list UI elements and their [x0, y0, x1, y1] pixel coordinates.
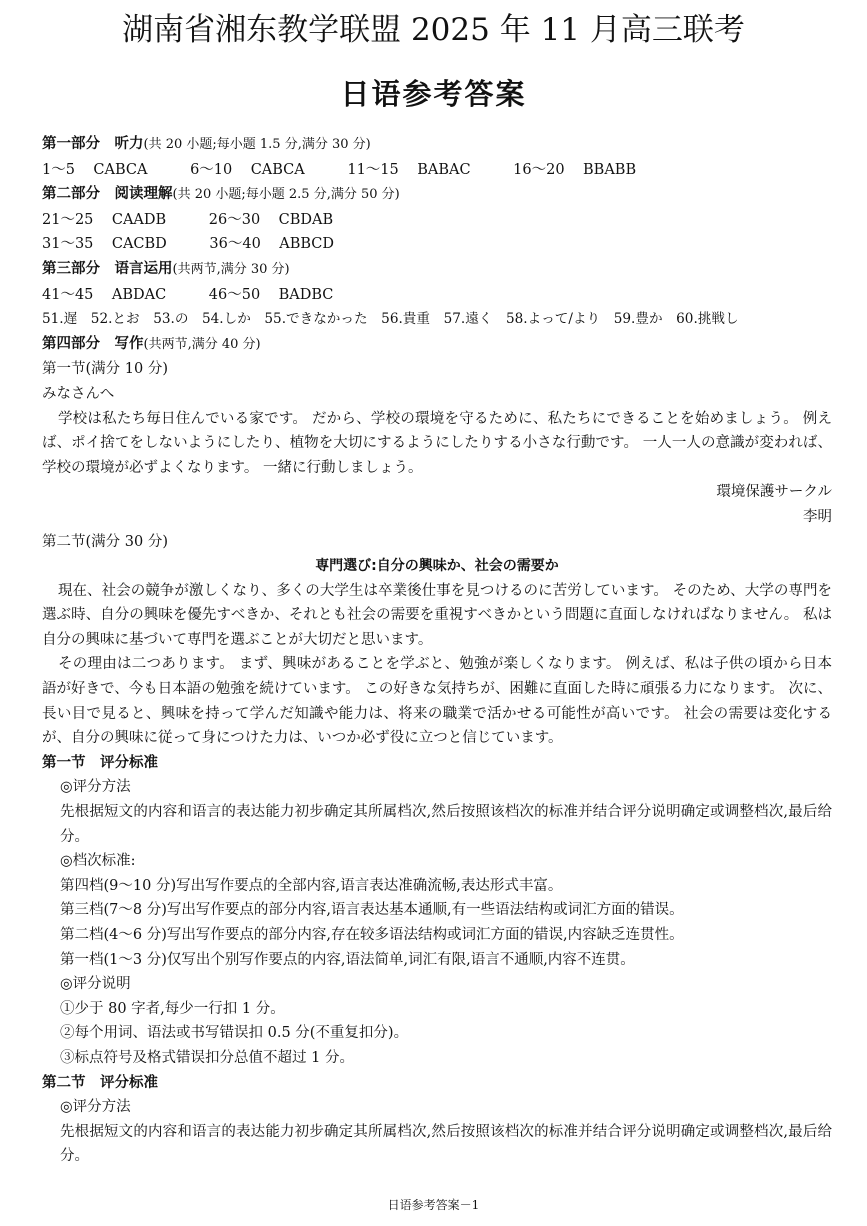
criteria1-level-2: 第二档(4～6 分)写出写作要点的部分内容,存在较多语法结构或词汇方面的错误,内容缺乏连贯性。 [60, 927, 684, 943]
answer-key: CABCA [250, 161, 305, 178]
letter-greeting: みなさんへ [42, 385, 115, 402]
answer-key: CAADB [111, 211, 167, 228]
essay-paragraph-2: その理由は二つあります。 まず、興味があることを学ぶと、勉強が楽しくなります。 例えば、私は子供の頃から日本語が好きで、今も日本語の勉強を続けています。 この好きな気持ちが、困難に直面した時に頑張る力になります。 次に、長い目で見ると、興味を持って学んだ知識や能力は、将来の職業で活かせる可能性が高いです。 社会の需要は変化するが、自分の興味に従って身につけた力は、いつか必ず役に立つと信じています。 [42, 656, 832, 747]
criteria1-method-text: 先根据短文的内容和语言的表达能力初步确定其所属档次,然后按照该档次的标准并结合评分说明确定或调整档次,最后给分。 [60, 804, 832, 845]
document-title: 日语参考答案 [340, 77, 527, 111]
answer-key: BABAC [417, 161, 471, 178]
part1-answers [42, 158, 832, 183]
answer-range: 41～45 [42, 286, 94, 303]
criteria1-level-4: 第四档(9～10 分)写出写作要点的全部内容,语言表达准确流畅,表达形式丰富。 [60, 877, 563, 894]
answer-range: 1～5 [42, 161, 75, 178]
essay-title: 専門選び:自分の興味か、社会の需要か [315, 558, 559, 575]
essay-paragraph-1: 現在、社会の競争が激しくなり、多くの大学生は卒業後仕事を見つけるのに苦労しています。 そのため、大学の専門を選ぶ時、自分の興味を優先すべきか、それとも社会の需要を重視すべきかという問題に直面しなければなりません。 私は自分の興味に基づいて専門を選ぶことが大切だと思います。 [42, 582, 832, 648]
exam-title: 湖南省湘东教学联盟 2025 年 11 月高三联考 [122, 12, 745, 48]
answer-content [42, 132, 832, 1169]
criteria1-note-1: ①少于 80 字者,每少一行扣 1 分。 [60, 1000, 285, 1017]
part2-answers-row1 [42, 208, 832, 233]
criteria2-method-text: 先根据短文的内容和语言的表达能力初步确定其所属档次,然后按照该档次的标准并结合评分说明确定或调整档次,最后给分。 [60, 1123, 832, 1165]
criteria1-method-label: ◎评分方法 [60, 779, 131, 796]
section1-title: 第一节(满分 10 分) [42, 361, 168, 378]
answer-range: 46～50 [208, 286, 261, 303]
letter-body: 学校は私たち毎日住んでいる家です。 だから、学校の環境を守るために、私たちにできることを始めましょう。 例えば、ポイ捨てをしないようにしたり、植物を大切にするようにしたりする小さな行動です。 一人一人の意識が変われば、学校の環境が必ずよくなります。 一緒に行動しましょう。 [42, 410, 832, 476]
criteria1-note-3: ③标点符号及格式错误扣分总值不超过 1 分。 [60, 1049, 354, 1066]
page-footer: 日语参考答案－1 [387, 1198, 480, 1212]
answer-key: BADBC [278, 286, 334, 303]
answer-range: 11～15 [347, 161, 399, 178]
answer-key: CBDAB [278, 211, 334, 228]
answer-range: 6～10 [190, 161, 233, 178]
answer-range: 31～35 [42, 236, 94, 253]
criteria1-level-3: 第三档(7～8 分)写出写作要点的部分内容,语言表达基本通顺,有一些语法结构或词汇方面的错误。 [60, 902, 684, 919]
section2-title: 第二节(满分 30 分) [42, 533, 168, 550]
criteria1-level-1: 第一档(1～3 分)仅写出个别写作要点的内容,语法简单,词汇有限,语言不通顺,内容不连贯。 [60, 951, 635, 968]
criteria2-method-label: ◎评分方法 [60, 1099, 131, 1116]
part3-heading: 第三部分 语言运用(共两节,满分 30 分) [42, 259, 290, 277]
answer-range: 26～30 [208, 211, 261, 228]
part3-answers-row1 [42, 283, 832, 308]
letter-signature-name: 李明 [803, 508, 832, 525]
criteria1-notes-label: ◎评分说明 [60, 976, 131, 993]
criteria1-levels-label: ◎档次标准: [60, 853, 136, 870]
letter-signature-org: 環境保護サークル [716, 484, 832, 501]
criteria2-heading: 第二节 评分标准 [42, 1073, 158, 1091]
part2-heading: 第二部分 阅读理解(共 20 小题;每小题 2.5 分,满分 50 分) [42, 185, 400, 203]
answer-key: CACBD [111, 236, 167, 253]
answer-range: 16～20 [513, 161, 565, 178]
criteria1-heading: 第一节 评分标准 [42, 753, 158, 771]
answer-range: 36～40 [209, 236, 261, 253]
answer-range: 21～25 [42, 211, 94, 228]
criteria1-note-2: ②每个用词、语法或书写错误扣 0.5 分(不重复扣分)。 [60, 1025, 409, 1042]
answer-key: BBABB [583, 161, 637, 178]
part3-fill-answers: 51.遅 52.とお 53.の 54.しか 55.できなかった 56.貴重 57.遠く 58.よって/より 59.豊か 60.挑戦し [42, 311, 739, 328]
part4-heading: 第四部分 写作(共两节,满分 40 分) [42, 334, 261, 352]
part1-heading: 第一部分 听力(共 20 小题;每小题 1.5 分,满分 30 分) [42, 135, 371, 152]
answer-key: CABCA [93, 161, 148, 178]
answer-key: ABDAC [111, 286, 167, 303]
answer-key: ABBCD [279, 236, 335, 253]
part2-answers-row2 [42, 232, 832, 257]
